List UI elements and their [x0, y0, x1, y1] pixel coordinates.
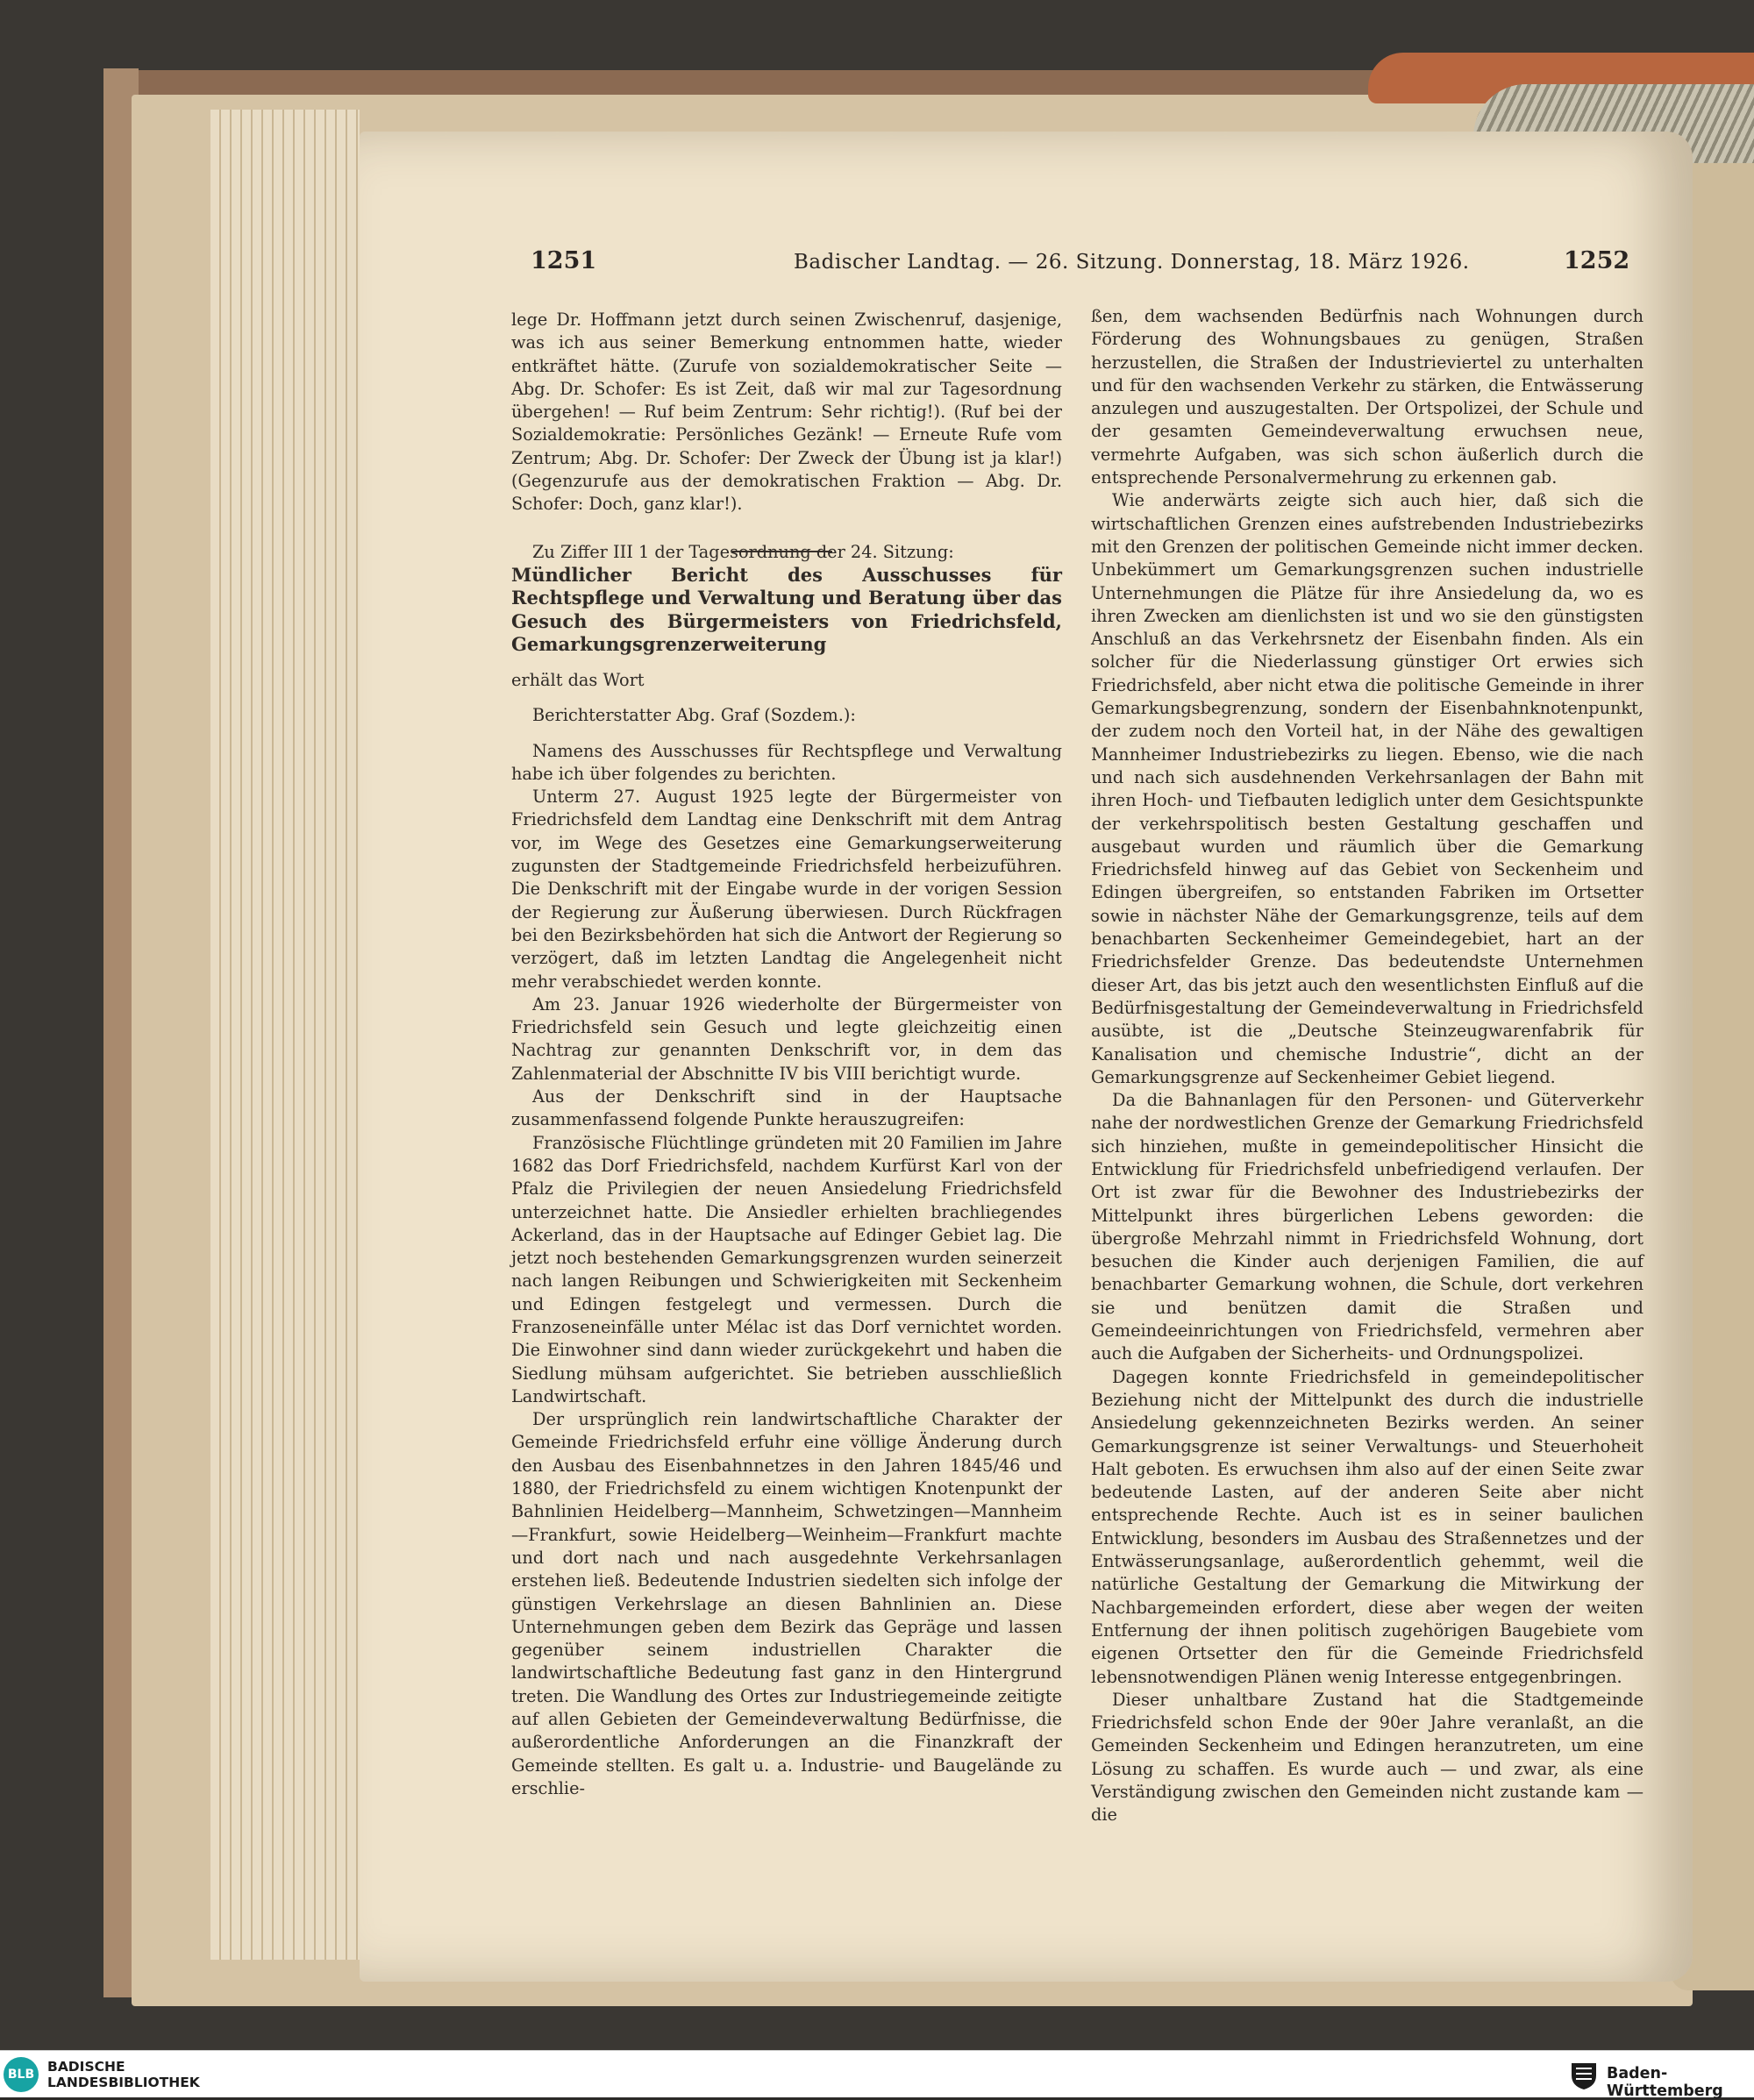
paragraph-spacer	[511, 657, 1062, 669]
paragraph-spacer	[511, 516, 1062, 529]
section-heading: Mündlicher Bericht des Ausschusses für Rechtspflege und Verwaltung und Beratung über das Gesuch des Bürgermeisters von Friedrichsfeld, Gemarkungsgrenzerweiterung	[511, 563, 1062, 656]
paragraph: Unterm 27. August 1925 legte der Bürgermeister von Friedrichsfeld dem Landtag eine Denkschrift mit dem Antrag vor, im Wege des Gesetzes eine Gemarkungserweiterung zugunsten der Stadtgemeinde Friedrichsfeld herbeizuführen. Die Denkschrift mit der Eingabe wurde in der vorigen Session der Regierung zur Äußerung überwiesen. Durch Rückfragen bei den Bezirksbehörden hat sich die Antwort der Regierung so verzögert, daß im letzten Landtag die Angelegenheit nicht mehr verabschiedet werden konnte.	[511, 787, 1062, 992]
state-name[interactable]: Baden-Württemberg	[1607, 2065, 1723, 2100]
paragraph: Da die Bahnanlagen für den Personen- und Güterverkehr nahe der nordwestlichen Grenze der Gemarkung Friedrichsfeld sich hinziehen, mußte in gemeindepolitischer Hinsicht die Entwicklung für Friedrichsfeld unbefriedigend verlaufen. Der Ort ist zwar für die Bewohner des Industriebezirks der Mittelpunkt ihres bürgerlichen Lebens geworden: die übergroße Mehrzahl nimmt in Friedrichsfeld Wohnung, dort besuchen die Kinder auch derjenigen Familien, die auf benachbarter Gemarkung wohnen, die Schule, dort verkehren sie und benützen damit die Straßen und Gemeindeeinrichtungen von Friedrichsfeld, vermehren aber auch die Aufgaben der Sicherheits- und Ordnungspolizei.	[1091, 1090, 1643, 1364]
paragraph: Namens des Ausschusses für Rechtspflege und Verwaltung habe ich über folgendes zu berichten.	[511, 740, 1062, 784]
left-column	[511, 309, 1062, 1800]
paragraph: lege Dr. Hoffmann jetzt durch seinen Zwischenruf, dasjenige, was ich aus seiner Bemerkung entnommen hatte, wieder entkräftet hätte. (Zurufe von sozialdemokratischer Seite — Abg. Dr. Schofer: Es ist Zeit, daß wir mal zur Tagesordnung übergehen! — Ruf beim Zentrum: Sehr richtig!). (Ruf bei der Sozialdemokratie: Persönliches Gezänk! — Erneute Rufe vom Zentrum; Abg. Dr. Schofer: Der Zweck der Übung ist ja klar!) (Gegenzurufe aus der demokratischen Fraktion — Abg. Dr. Schofer: Doch, ganz klar!).	[511, 310, 1062, 515]
library-name[interactable]	[47, 2059, 200, 2090]
paragraph-spacer	[511, 728, 1062, 740]
library-name-line1: BADISCHE	[47, 2059, 125, 2075]
paragraph: Am 23. Januar 1926 wiederholte der Bürgermeister von Friedrichsfeld sein Gesuch und legte gleichzeitig einen Nachtrag zur genannten Denkschrift vor, in dem das Zahlenmaterial der Abschnitte IV bis VIII berichtigt wurde.	[511, 993, 1062, 1084]
paragraph: Dagegen konnte Friedrichsfeld in gemeindepolitischer Beziehung nicht der Mittelpunkt des durch die industrielle Ansiedelung gekennzeichneten Bezirks werden. An seiner Gemarkungsgrenze ist seiner Verwaltungs- und Steuerhoheit Halt geboten. Es erwuchsen ihm also auf der einen Seite zwar bedeutende Lasten, auf der anderen Seite aber nicht entsprechende Rechte. Auch ist es in seiner baulichen Entwicklung, besonders im Ausbau des Straßennetzes und der Entwässerungsanlage, außerordentlich gehemmt, weil die natürliche Gestaltung der Gemarkung die Mitwirkung der Nachbargemeinden erfordert, diese aber wegen der weiten Entfernung der ihnen politisch zugehörigen Baugebiete vom eigenen Ortsetter den für die Gemeinde Friedrichsfeld lebensnotwendigen Plänen wenig Interesse entgegenbringen.	[1091, 1366, 1643, 1687]
paragraph: ßen, dem wachsenden Bedürfnis nach Wohnungen durch Förderung des Wohnungsbaues zu genügen, Straßen herzustellen, die Straßen der Industrieviertel zu unterhalten und für den wachsenden Verkehr zu stärken, die Entwässerung anzulegen und auszugestalten. Der Ortspolizei, der Schule und der gesamten Gemeindeverwaltung erwuchsen neue, vermehrte Aufgaben, was sich schon äußerlich durch die entsprechende Personalvermehrung zu erkennen gab.	[1091, 306, 1643, 488]
paragraph: Französische Flüchtlinge gründeten mit 20 Familien im Jahre 1682 das Dorf Friedrichsfeld, nachdem Kurfürst Karl von der Pfalz die Privilegien der neuen Ansiedelung Friedrichsfeld unterzeichnet hatte. Die Ansiedler erhielten brachliegendes Ackerland, das in der Hauptsache auf Edinger Gebiet lag. Die jetzt noch bestehenden Gemarkungsgrenzen wurden seinerzeit nach langen Reibungen und Schwierigkeiten mit Seckenheim und Edingen festgelegt und vermessen. Durch die Franzoseneinfälle unter Mélac ist das Dorf vernichtet worden. Die Einwohner sind dann wieder zurückgekehrt und haben die Siedlung mühsam aufgerichtet. Sie betrieben ausschließlich Landwirtschaft.	[511, 1132, 1062, 1406]
running-header: Badischer Landtag. — 26. Sitzung. Donnerstag, 18. März 1926.	[794, 251, 1470, 274]
paragraph: Dieser unhaltbare Zustand hat die Stadtgemeinde Friedrichsfeld schon Ende der 90er Jahre veranlaßt, an die Gemeinden Seckenheim und Edingen heranzutreten, um eine Lösung zu schaffen. Es wurde auch — und zwar, als eine Verständigung zwischen den Gemeinden nicht zustande kam — die	[1091, 1689, 1643, 1826]
page-number-left: 1251	[531, 247, 597, 274]
paragraph: Wie anderwärts zeigte sich auch hier, daß sich die wirtschaftlichen Grenzen eines aufstrebenden Industriebezirks mit den Grenzen der politischen Gemeinde nicht immer decken. Unbekümmert um Gemarkungsgrenzen suchen industrielle Unternehmungen die Plätze für ihre Ansiedelung da, wo es ihren Zwecken am dienlichsten ist und wo sie den günstigsten Anschluß an das Verkehrsnetz der Eisenbahn finden. Als ein solcher für die Niederlassung günstiger Ort erwies sich Friedrichsfeld, aber nicht etwa die politische Gemeinde in ihrer Gemarkungsbegrenzung, sondern der Eisenbahnknotenpunkt, der zudem noch den Vorteil hat, in der Nähe des gewaltigen Mannheimer Industriebezirks zu liegen. Ebenso, wie die nach und nach sich ausdehnenden Verkehrsanlagen der Bahn mit ihren Hoch- und Tiefbauten lediglich unter dem Gesichtspunkte der verkehrspolitisch besten Gestaltung geschaffen und ausgebaut wurden und räumlich über die Gemarkung Friedrichsfeld hinweg auf das Gebiet von Seckenheim und Edingen übergreifen, so entstanden Fabriken im Ortsetter sowie in nächster Nähe der Gemarkungsgrenze, teils auf dem benachbarten Seckenheimer Gemeindegebiet, hart an der Friedrichsfelder Grenze. Das bedeutendste Unternehmen dieser Art, das bis jetzt auch den wesentlichsten Einfluß auf die Bedürfnisgestaltung der Gemeindeverwaltung in Friedrichsfeld ausübte, ist die „Deutsche Steinzeugwarenfabrik für Kanalisation und chemische Industrie“, dicht an der Gemarkungsgrenze auf Seckenheimer Gebiet liegend.	[1091, 490, 1643, 1087]
paragraph: Aus der Denkschrift sind in der Hauptsache zusammenfassend folgende Punkte herauszugreifen:	[511, 1086, 1062, 1130]
paragraph: Der ursprünglich rein landwirtschaftliche Charakter der Gemeinde Friedrichsfeld erfuhr eine völlige Änderung durch den Ausbau des Eisenbahnnetzes in den Jahren 1845/46 und 1880, der Friedrichsfeld zu einem wichtigen Knotenpunkt der Bahnlinien Heidelberg—Mannheim, Schwetzingen—Mannheim —Frankfurt, sowie Heidelberg—Weinheim—Frankfurt machte und dort nach und nach ausgedehnte Verkehrsanlagen erstehen ließ. Bedeutende Industrien siedelten sich infolge der günstigen Verkehrslage an diesen Bahnlinien an. Diese Unternehmungen geben dem Bezirk das Gepräge und lassen gegenüber seinem industriellen Charakter die landwirtschaftliche Bedeutung fast ganz in den Hintergrund treten. Die Wandlung des Ortes zur Industriegemeinde zeitigte auf allen Gebieten der Gemeindeverwaltung Bedürfnisse, die außerordentliche Anforderungen an die Finanzkraft der Gemeinde stellten. Es galt u. a. Industrie- und Baugelände zu erschlie-	[511, 1409, 1062, 1798]
page-edges	[210, 110, 360, 1960]
paragraph: erhält das Wort	[511, 669, 645, 690]
paragraph-spacer	[511, 529, 1062, 541]
right-column	[1091, 305, 1643, 1827]
paragraph-spacer	[511, 692, 1062, 704]
library-name-line2: LANDESBIBLIOTHEK	[47, 2075, 200, 2090]
page-number-right: 1252	[1564, 247, 1630, 274]
paragraph: Berichterstatter Abg. Graf (Sozdem.):	[532, 705, 856, 726]
blb-logo-icon[interactable]: BLB	[4, 2057, 39, 2092]
paragraph: Zu Ziffer III 1 der Tagesordnung der 24. Sitzung:	[532, 541, 954, 562]
footer-bar	[0, 2050, 1754, 2100]
coat-of-arms-icon	[1568, 2058, 1600, 2091]
